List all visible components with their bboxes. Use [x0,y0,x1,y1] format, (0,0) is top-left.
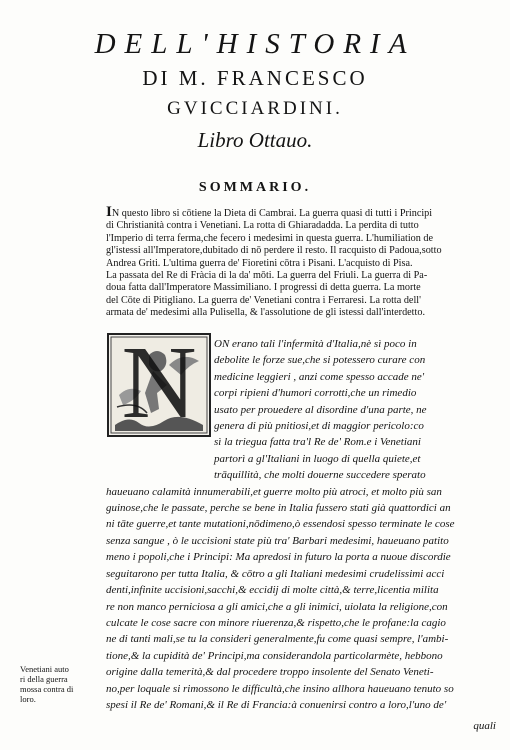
summary-line: La passata del Re di Fràcia di la da' mōti. La guerra del Friuli. La guerra di Pa- [106,270,428,282]
text-line: origine dalla temerità,& dal procedere troppo insolente del Senato Veneti- [106,666,434,679]
summary-heading: SOMMARIO. [198,180,312,195]
text-line: partorì a gl'Italiani in luogo di quella quiete,et [214,452,421,465]
title-line-2: DI M. FRANCESCO [142,66,368,90]
summary-text [106,206,496,320]
text-line: ne di tanti mali,se tu la consideri generalmente,fu come quasi sempre, l'ambi- [106,633,449,646]
text-line: ni tāte guerre,et tante mutationi,nōdimeno,ò essendosi spesso terminate le cose [106,518,455,531]
text-line: debolite le forze sue,che si potessero curare con [214,354,426,367]
catchword: quali [473,720,496,732]
text-line: trāquillità, che molti douerne succedere sperato [214,469,426,482]
text-line: medicine leggieri , anzi come spesso accade ne' [214,370,425,383]
summary-line: Andrea Griti. L'ultima guerra de' Fioretini cōtra i Pisani. L'acquisto di Pisa. [106,257,413,269]
text-line: tione,& la cupidità de' Principi,ma considerandola particolarmète, hebbono [106,649,443,662]
summary-line: armata de' medesimi alla Pulisella, & l'assolutione de gli istessi dall'interdetto. [106,307,425,319]
margin-note-line: ri della guerra [20,674,68,684]
drop-cap-letter: N [121,325,197,440]
summary-line: l'Imperio di terra ferma,che fecero i medesimi in questa guerra. L'humiliation de [106,232,433,244]
margin-note-line: mossa contra di [20,684,74,694]
summary-line: doua fatta dall'Imperatore Massimiliano. I progressi di detta guerra. La morte [106,282,421,294]
margin-note [20,664,90,704]
summary-line: del Cōte di Pitigliano. La guerra de' Venetiani contra i Ferraresi. La rotta dell' [106,294,421,306]
text-line: re non manco perniciosa a gli amici,che a gli inimici, uiolata la religione,con [106,600,448,613]
margin-note-line: Venetiani auto [20,664,69,674]
text-line: guinose,che le passate, perche se bene in Italia fussero stati già quattordici an [106,502,451,515]
summary-line: gl'istessi all'Imperatore,dubitado di nō perdere il resto. Il racquisto di Padoua,sotto [106,245,442,257]
text-line: usato per prouedere al disordine d'una parte, ne [214,403,427,416]
title-line-1: DELL'HISTORIA [94,28,416,60]
text-line: spesi il Re de' Romani,& il Re di Francia:à conuenirsi contro a loro,l'uno de' [106,698,447,711]
summary-line: di Christianità contra i Venetiani. La rotta di Ghiaradadda. La perdita di tutto [106,220,419,232]
text-line: haueuano calamità innumerabili,et guerre molto più atroci, et molto più san [106,485,442,498]
text-line: senza sangue , ò le uccisioni state più tra' Barbari medesimi, haueuano patito [106,534,449,547]
text-line: seguitarono per tutta Italia, & cōtro a gli Italiani medesimi crudelissimi acci [106,567,445,580]
text-line: genera di più pnitiosi,et di maggior pericolo:co [214,420,424,433]
title-line-3: GVICCIARDINI. [167,98,343,119]
text-line: no,per loquale si rimossono le difficultà,che insino allhora haueuano tenuto so [106,682,454,695]
text-line: ON erano tali l'infermità d'Italia,nè sì poco in [214,338,417,350]
text-line: culcate le cose sacre con minore riuerenza,& rispetto,che le profane:la cagio [106,616,446,629]
summary-initial: I [106,206,112,220]
text-line: corpi ripieni d'humori corrotti,che un rimedio [214,387,417,400]
book-number: Libro Ottauo. [197,128,313,152]
summary-line: IN questo libro si cōtiene la Dieta di Cambrai. La guerra quasi di tutti i Principi [106,206,433,220]
text-line: meno i popoli,che i Principi: Ma apredosi in futuro la porta a nuoue discordie [106,551,451,564]
text-line: denti,infinite uccisioni,sacchi,& eccidij di molte città,& terre,licentia milita [106,584,439,597]
text-line: sì la triegua fatta tra'l Re de' Rom.e i Venetiani [214,436,421,449]
margin-note-line: loro. [20,694,36,704]
main-text [106,336,498,713]
